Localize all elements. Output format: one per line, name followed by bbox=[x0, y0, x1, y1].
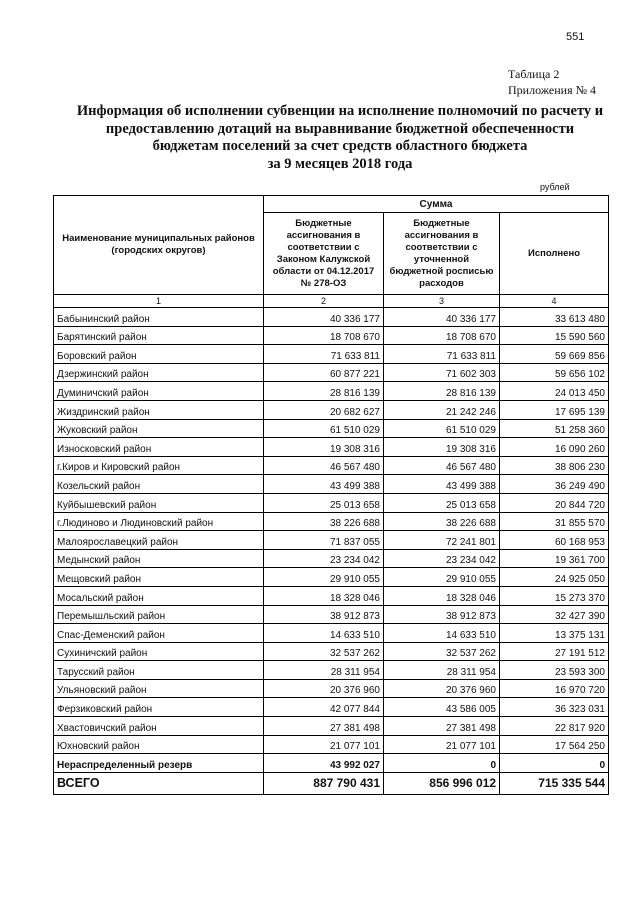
executed-amount: 22 817 920 bbox=[500, 717, 609, 736]
district-name: Хвастовичский район bbox=[54, 717, 264, 736]
law-allocation: 40 336 177 bbox=[264, 308, 384, 327]
refined-allocation: 19 308 316 bbox=[384, 438, 500, 457]
executed-amount: 17 695 139 bbox=[500, 400, 609, 419]
table-body bbox=[54, 308, 609, 795]
executed-amount: 60 168 953 bbox=[500, 531, 609, 550]
executed-amount: 15 273 370 bbox=[500, 586, 609, 605]
district-name: Перемышльский район bbox=[54, 605, 264, 624]
refined-allocation: 18 328 046 bbox=[384, 586, 500, 605]
column-index: 4 bbox=[500, 295, 609, 308]
executed-amount: 24 925 050 bbox=[500, 568, 609, 587]
district-name: Дзержинский район bbox=[54, 363, 264, 382]
executed-amount: 715 335 544 bbox=[500, 772, 609, 794]
district-name: Ульяновский район bbox=[54, 679, 264, 698]
refined-allocation: 43 586 005 bbox=[384, 698, 500, 717]
law-allocation: 887 790 431 bbox=[264, 772, 384, 794]
refined-allocation: 856 996 012 bbox=[384, 772, 500, 794]
law-allocation: 38 912 873 bbox=[264, 605, 384, 624]
title-line: бюджетам поселений за счет средств областного бюджета bbox=[152, 138, 528, 154]
law-allocation: 23 234 042 bbox=[264, 549, 384, 568]
district-name: Боровский район bbox=[54, 345, 264, 364]
refined-allocation: 32 537 262 bbox=[384, 642, 500, 661]
district-name: Мещовский район bbox=[54, 568, 264, 587]
law-allocation: 18 708 670 bbox=[264, 326, 384, 345]
refined-allocation: 21 242 246 bbox=[384, 400, 500, 419]
page-number: 551 bbox=[566, 31, 585, 43]
table-row bbox=[54, 717, 609, 736]
law-allocation: 19 308 316 bbox=[264, 438, 384, 457]
law-allocation: 28 311 954 bbox=[264, 661, 384, 680]
refined-allocation: 0 bbox=[384, 754, 500, 773]
executed-amount: 20 844 720 bbox=[500, 493, 609, 512]
refined-allocation: 20 376 960 bbox=[384, 679, 500, 698]
units-label: рублей bbox=[540, 182, 570, 192]
refined-allocation: 46 567 480 bbox=[384, 456, 500, 475]
district-name: Сухиничский район bbox=[54, 642, 264, 661]
district-name: г.Киров и Кировский район bbox=[54, 456, 264, 475]
table-label: Таблица 2 bbox=[508, 67, 560, 81]
refined-allocation: 61 510 029 bbox=[384, 419, 500, 438]
subvention-table bbox=[53, 195, 609, 795]
executed-amount: 59 656 102 bbox=[500, 363, 609, 382]
table-row bbox=[54, 419, 609, 438]
table-row bbox=[54, 679, 609, 698]
law-allocation: 43 992 027 bbox=[264, 754, 384, 773]
executed-amount: 38 806 230 bbox=[500, 456, 609, 475]
district-name: Нераспределенный резерв bbox=[54, 754, 264, 773]
district-name: Мосальский район bbox=[54, 586, 264, 605]
refined-allocation: 28 311 954 bbox=[384, 661, 500, 680]
header-name: Наименование муниципальных районов (городских округов) bbox=[54, 196, 264, 295]
table-row bbox=[54, 512, 609, 531]
district-name: Юхновский район bbox=[54, 735, 264, 754]
executed-amount: 16 090 260 bbox=[500, 438, 609, 457]
district-name: ВСЕГО bbox=[54, 772, 264, 794]
table-row bbox=[54, 624, 609, 643]
executed-amount: 15 590 560 bbox=[500, 326, 609, 345]
title-line: Информация об исполнении субвенции на исполнение полномочий по расчету и bbox=[76, 103, 604, 119]
district-name: Износковский район bbox=[54, 438, 264, 457]
law-allocation: 21 077 101 bbox=[264, 735, 384, 754]
refined-allocation: 38 912 873 bbox=[384, 605, 500, 624]
refined-allocation: 14 633 510 bbox=[384, 624, 500, 643]
law-allocation: 43 499 388 bbox=[264, 475, 384, 494]
executed-amount: 17 564 250 bbox=[500, 735, 609, 754]
law-allocation: 71 633 811 bbox=[264, 345, 384, 364]
table-row bbox=[54, 605, 609, 624]
table-row bbox=[54, 568, 609, 587]
table-row bbox=[54, 586, 609, 605]
table-row bbox=[54, 382, 609, 401]
district-name: г.Людиново и Людиновский район bbox=[54, 512, 264, 531]
table-row bbox=[54, 400, 609, 419]
district-name: Жуковский район bbox=[54, 419, 264, 438]
table-row bbox=[54, 345, 609, 364]
reserve-row bbox=[54, 754, 609, 773]
refined-allocation: 38 226 688 bbox=[384, 512, 500, 531]
table-row bbox=[54, 308, 609, 327]
table-row bbox=[54, 456, 609, 475]
law-allocation: 71 837 055 bbox=[264, 531, 384, 550]
district-name: Малоярославецкий район bbox=[54, 531, 264, 550]
district-name: Козельский район bbox=[54, 475, 264, 494]
executed-amount: 51 258 360 bbox=[500, 419, 609, 438]
law-allocation: 14 633 510 bbox=[264, 624, 384, 643]
district-name: Спас-Деменский район bbox=[54, 624, 264, 643]
title-line: предоставлению дотаций на выравнивание бюджетной обеспеченности bbox=[105, 120, 575, 137]
refined-allocation: 27 381 498 bbox=[384, 717, 500, 736]
total-row bbox=[54, 772, 609, 794]
refined-allocation: 28 816 139 bbox=[384, 382, 500, 401]
district-name: Думиничский район bbox=[54, 382, 264, 401]
table-row bbox=[54, 735, 609, 754]
header-law-allocations: Бюджетные ассигнования в соответствии с Законом Калужской области от 04.12.2017 № 278-ОЗ bbox=[264, 213, 384, 295]
executed-amount: 24 013 450 bbox=[500, 382, 609, 401]
column-index: 1 bbox=[54, 295, 264, 308]
executed-amount: 16 970 720 bbox=[500, 679, 609, 698]
header-executed: Исполнено bbox=[500, 213, 609, 295]
refined-allocation: 21 077 101 bbox=[384, 735, 500, 754]
law-allocation: 61 510 029 bbox=[264, 419, 384, 438]
law-allocation: 25 013 658 bbox=[264, 493, 384, 512]
executed-amount: 23 593 300 bbox=[500, 661, 609, 680]
table-row bbox=[54, 438, 609, 457]
appendix-label: Приложения № 4 bbox=[508, 83, 597, 97]
executed-amount: 0 bbox=[500, 754, 609, 773]
law-allocation: 29 910 055 bbox=[264, 568, 384, 587]
refined-allocation: 25 013 658 bbox=[384, 493, 500, 512]
district-name: Жиздринский район bbox=[54, 400, 264, 419]
law-allocation: 42 077 844 bbox=[264, 698, 384, 717]
column-index: 2 bbox=[264, 295, 384, 308]
refined-allocation: 43 499 388 bbox=[384, 475, 500, 494]
law-allocation: 20 376 960 bbox=[264, 679, 384, 698]
district-name: Куйбышевский район bbox=[54, 493, 264, 512]
refined-allocation: 71 602 303 bbox=[384, 363, 500, 382]
law-allocation: 27 381 498 bbox=[264, 717, 384, 736]
executed-amount: 32 427 390 bbox=[500, 605, 609, 624]
executed-amount: 13 375 131 bbox=[500, 624, 609, 643]
law-allocation: 28 816 139 bbox=[264, 382, 384, 401]
executed-amount: 36 323 031 bbox=[500, 698, 609, 717]
title-line: за 9 месяцев 2018 года bbox=[267, 155, 413, 172]
table-row bbox=[54, 698, 609, 717]
table-row bbox=[54, 493, 609, 512]
district-name: Барятинский район bbox=[54, 326, 264, 345]
law-allocation: 38 226 688 bbox=[264, 512, 384, 531]
executed-amount: 36 249 490 bbox=[500, 475, 609, 494]
header-sum: Сумма bbox=[264, 196, 609, 213]
column-index: 3 bbox=[384, 295, 500, 308]
district-name: Тарусский район bbox=[54, 661, 264, 680]
district-name: Медынский район bbox=[54, 549, 264, 568]
table-row bbox=[54, 531, 609, 550]
header-refined-allocations: Бюджетные ассигнования в соответствии с уточненной бюджетной росписью расходов bbox=[384, 213, 500, 295]
law-allocation: 18 328 046 bbox=[264, 586, 384, 605]
district-name: Бабынинский район bbox=[54, 308, 264, 327]
law-allocation: 60 877 221 bbox=[264, 363, 384, 382]
refined-allocation: 40 336 177 bbox=[384, 308, 500, 327]
table-row bbox=[54, 642, 609, 661]
refined-allocation: 23 234 042 bbox=[384, 549, 500, 568]
executed-amount: 33 613 480 bbox=[500, 308, 609, 327]
law-allocation: 46 567 480 bbox=[264, 456, 384, 475]
executed-amount: 31 855 570 bbox=[500, 512, 609, 531]
district-name: Ферзиковский район bbox=[54, 698, 264, 717]
table-row bbox=[54, 475, 609, 494]
executed-amount: 19 361 700 bbox=[500, 549, 609, 568]
refined-allocation: 71 633 811 bbox=[384, 345, 500, 364]
executed-amount: 59 669 856 bbox=[500, 345, 609, 364]
refined-allocation: 18 708 670 bbox=[384, 326, 500, 345]
table-row bbox=[54, 549, 609, 568]
refined-allocation: 72 241 801 bbox=[384, 531, 500, 550]
table-row bbox=[54, 326, 609, 345]
law-allocation: 20 682 627 bbox=[264, 400, 384, 419]
executed-amount: 27 191 512 bbox=[500, 642, 609, 661]
document-title bbox=[40, 103, 640, 173]
law-allocation: 32 537 262 bbox=[264, 642, 384, 661]
table-row bbox=[54, 363, 609, 382]
refined-allocation: 29 910 055 bbox=[384, 568, 500, 587]
table-row bbox=[54, 661, 609, 680]
